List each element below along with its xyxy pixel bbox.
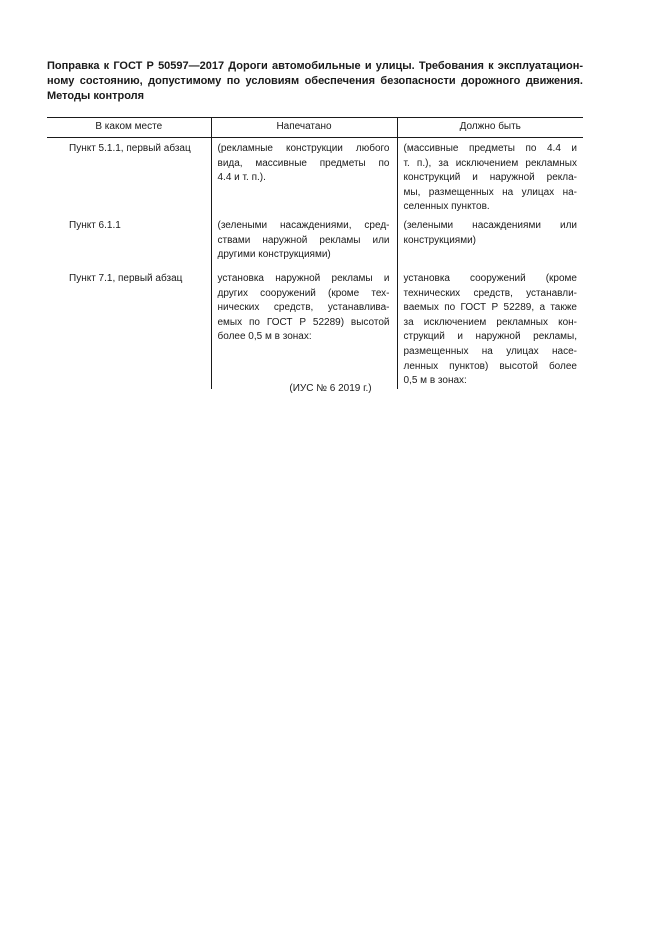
text-line: струкций и наружной рекламы,	[403, 331, 577, 343]
text-line: т. п.), за исключением рекламных	[403, 157, 577, 169]
text-line: емых по ГОСТ Р 52289) высотой	[217, 316, 390, 328]
cell-printed	[211, 215, 397, 268]
text-line: конструкций и наружной рекла-	[403, 172, 577, 184]
text-line: мы, размещенных на улицах на-	[403, 186, 577, 198]
text-line: 0,5 м в зонах:	[403, 375, 467, 387]
correction-table	[47, 117, 583, 389]
cell-place: Пункт 7.1, первый абзац	[69, 272, 183, 284]
document-title	[47, 59, 583, 104]
text-line: (рекламные конструкции любого	[217, 143, 390, 154]
text-line: (зелеными насаждениями или	[403, 219, 577, 231]
table-row	[47, 268, 583, 389]
text-line: более 0,5 м в зонах:	[217, 331, 312, 343]
title-line: Методы контроля	[47, 90, 145, 102]
text-line: нических средств, устанавлива-	[217, 302, 390, 314]
text-line: ваемых по ГОСТ Р 52289, а также	[403, 302, 577, 314]
text-line: вида, массивные предметы по	[217, 157, 390, 169]
cell-should-be	[397, 138, 583, 215]
text-line: 4.4 и т. п.).	[217, 172, 266, 184]
cell-printed	[211, 138, 397, 215]
header-place: В каком месте	[47, 118, 211, 138]
text-line: ленных пунктов) высотой более	[403, 360, 577, 372]
table-row	[47, 138, 583, 215]
ius-reference: (ИУС № 6 2019 г.)	[289, 383, 372, 394]
cell-place: Пункт 6.1.1	[69, 219, 121, 231]
text-line: конструкциями)	[403, 234, 476, 246]
text-line: (зелеными насаждениями, сред-	[217, 219, 390, 231]
cell-place: Пункт 5.1.1, первый абзац	[69, 143, 191, 154]
text-line: (массивные предметы по 4.4 и	[403, 143, 577, 154]
text-line: технических средств, устанавли-	[403, 287, 577, 299]
text-line: за исключением рекламных кон-	[403, 316, 577, 328]
cell-printed	[211, 268, 397, 389]
text-line: другими конструкциями)	[217, 249, 331, 261]
table-header-row	[47, 118, 583, 138]
title-line: ному состоянию, допустимому по условиям обеспечения безопасности дорожного движения.	[47, 75, 583, 87]
title-line: Поправка к ГОСТ Р 50597—2017 Дороги автомобильные и улицы. Требования к эксплуатацион-	[47, 60, 583, 72]
table-row	[47, 215, 583, 268]
text-line: селенных пунктов.	[403, 201, 490, 213]
text-line: других сооружений (кроме тех-	[217, 287, 390, 299]
cell-should-be	[397, 268, 583, 389]
text-line: ствами наружной рекламы или	[217, 234, 390, 246]
text-line: установка сооружений (кроме	[403, 272, 577, 284]
cell-should-be	[397, 215, 583, 268]
text-line: установка наружной рекламы и	[217, 272, 390, 284]
header-printed: Напечатано	[211, 118, 397, 138]
text-line: размещенных на улицах насе-	[403, 345, 577, 357]
header-should-be: Должно быть	[397, 118, 583, 138]
